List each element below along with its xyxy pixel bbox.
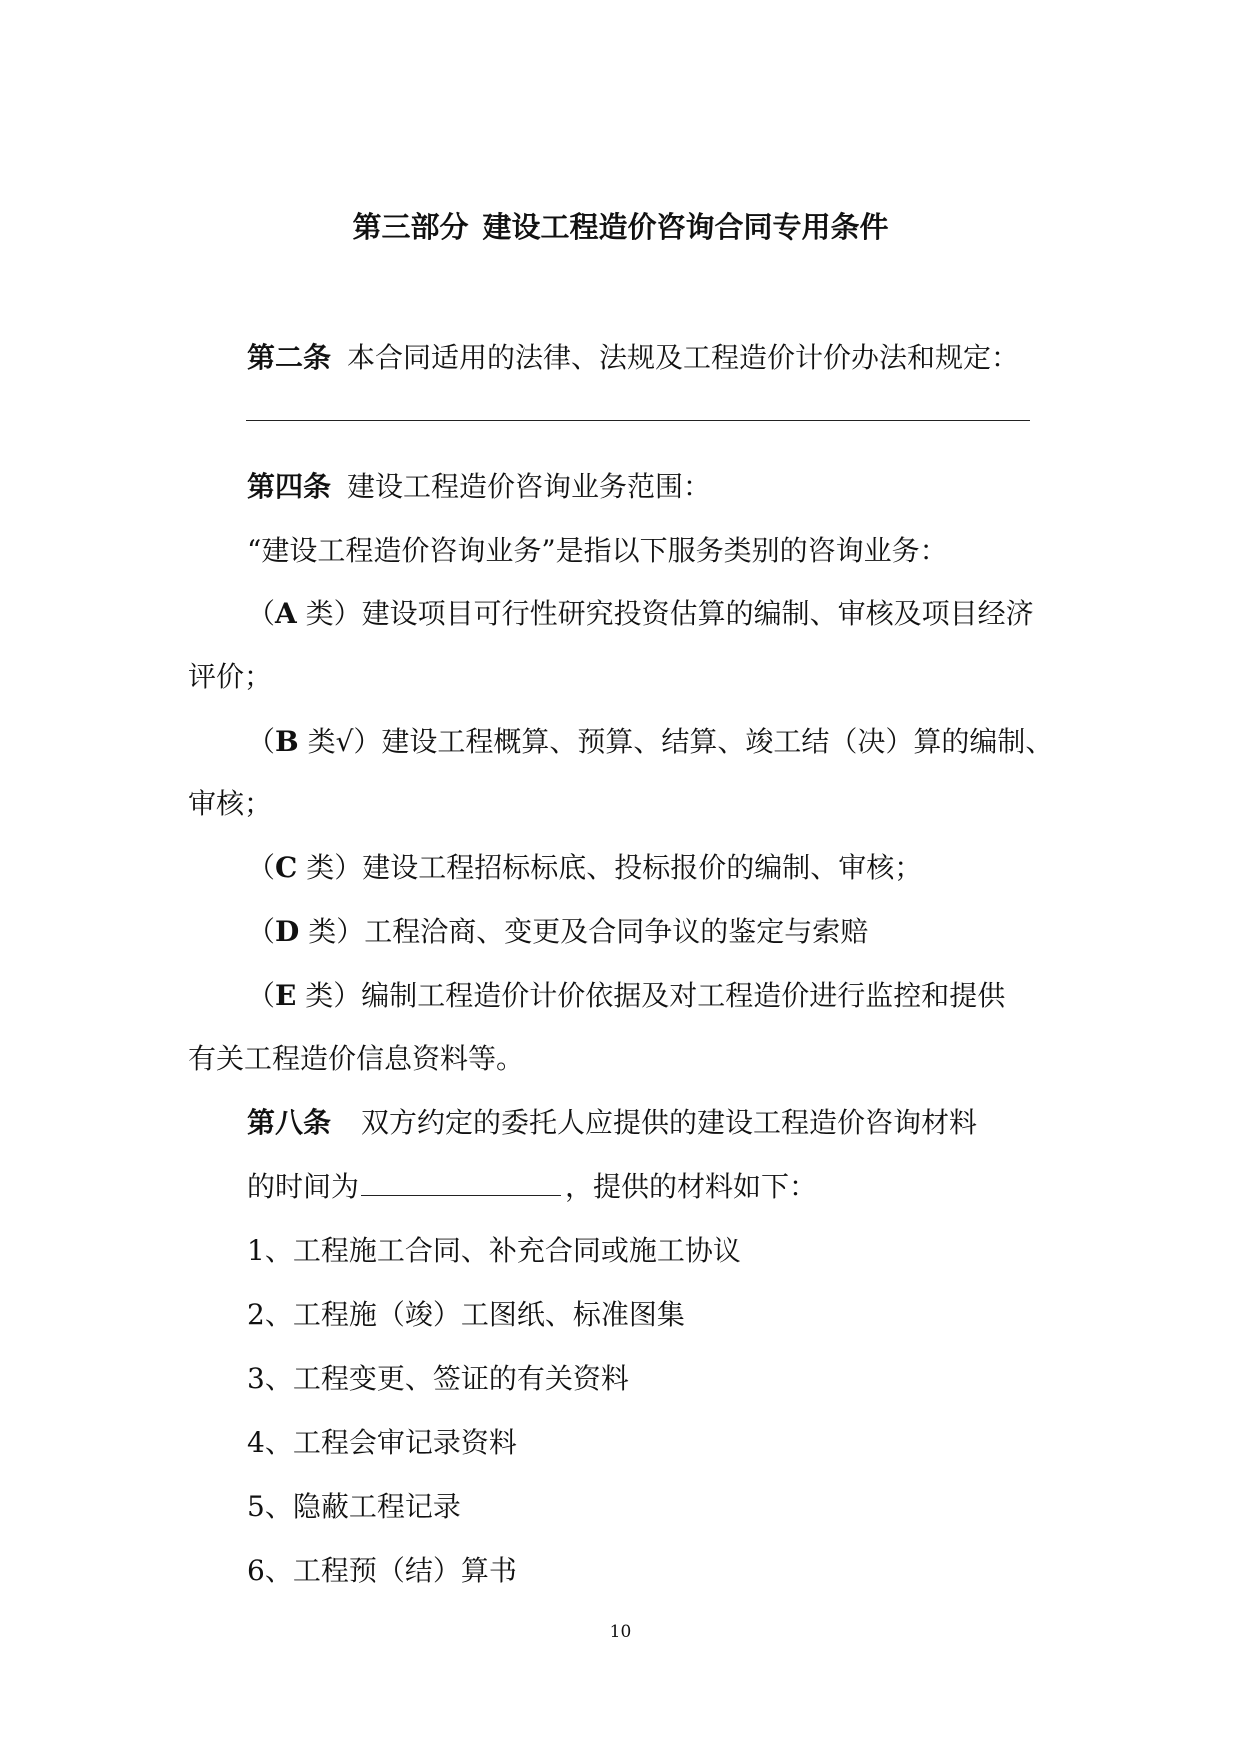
material-item: 3、工程变更、签证的有关资料 bbox=[247, 1362, 629, 1395]
article-8 bbox=[247, 1101, 977, 1145]
article-4-intro: “建设工程造价咨询业务”是指以下服务类别的咨询业务： bbox=[247, 534, 948, 567]
article-2 bbox=[247, 336, 1019, 380]
section-title-part: 第三部分 bbox=[352, 210, 469, 244]
category-code: C bbox=[275, 851, 298, 884]
category-code: D bbox=[275, 915, 300, 948]
section-title-main: 建设工程造价咨询合同专用条件 bbox=[482, 210, 889, 244]
service-category-a: （A 类）建设项目可行性研究投资估算的编制、审核及项目经济 bbox=[247, 597, 1034, 630]
category-code: A bbox=[275, 597, 297, 630]
material-item: 2、工程施（竣）工图纸、标准图集 bbox=[247, 1298, 685, 1331]
material-item: 4、工程会审记录资料 bbox=[247, 1426, 517, 1459]
article-2-label: 第二条 bbox=[247, 341, 332, 374]
fill-in-blank-line bbox=[246, 420, 1030, 421]
service-category-a-continued: 评价； bbox=[188, 660, 273, 693]
service-category-e: （E 类）编制工程造价计价依据及对工程造价进行监控和提供 bbox=[247, 979, 1006, 1012]
article-8-label: 第八条 bbox=[247, 1106, 332, 1139]
material-item: 5、隐蔽工程记录 bbox=[247, 1490, 461, 1523]
material-item: 6、工程预（结）算书 bbox=[247, 1554, 517, 1587]
article-4-label: 第四条 bbox=[247, 470, 332, 503]
category-code: E bbox=[275, 979, 297, 1012]
service-category-d: （D 类）工程洽商、变更及合同争议的鉴定与索赔 bbox=[247, 915, 869, 948]
service-category-b-continued: 审核； bbox=[188, 787, 273, 820]
service-category-c: （C 类）建设工程招标标底、投标报价的编制、审核； bbox=[247, 851, 923, 884]
service-category-e-continued: 有关工程造价信息资料等。 bbox=[188, 1042, 525, 1075]
article-4 bbox=[247, 465, 711, 509]
section-title bbox=[0, 205, 1241, 249]
time-blank-field bbox=[361, 1165, 561, 1196]
article-8-time-line: 的时间为 ，提供的材料如下： bbox=[247, 1165, 817, 1209]
material-item: 1、工程施工合同、补充合同或施工协议 bbox=[247, 1234, 741, 1267]
article-2-text: 本合同适用的法律、法规及工程造价计价办法和规定： bbox=[347, 341, 1020, 374]
page-number: 10 bbox=[609, 1622, 632, 1642]
category-code: B bbox=[275, 725, 299, 758]
article-8-text: 双方约定的委托人应提供的建设工程造价咨询材料 bbox=[361, 1106, 978, 1139]
service-category-b: （B 类√）建设工程概算、预算、结算、竣工结（决）算的编制、 bbox=[247, 725, 1054, 758]
article-4-text: 建设工程造价咨询业务范围： bbox=[347, 470, 712, 503]
